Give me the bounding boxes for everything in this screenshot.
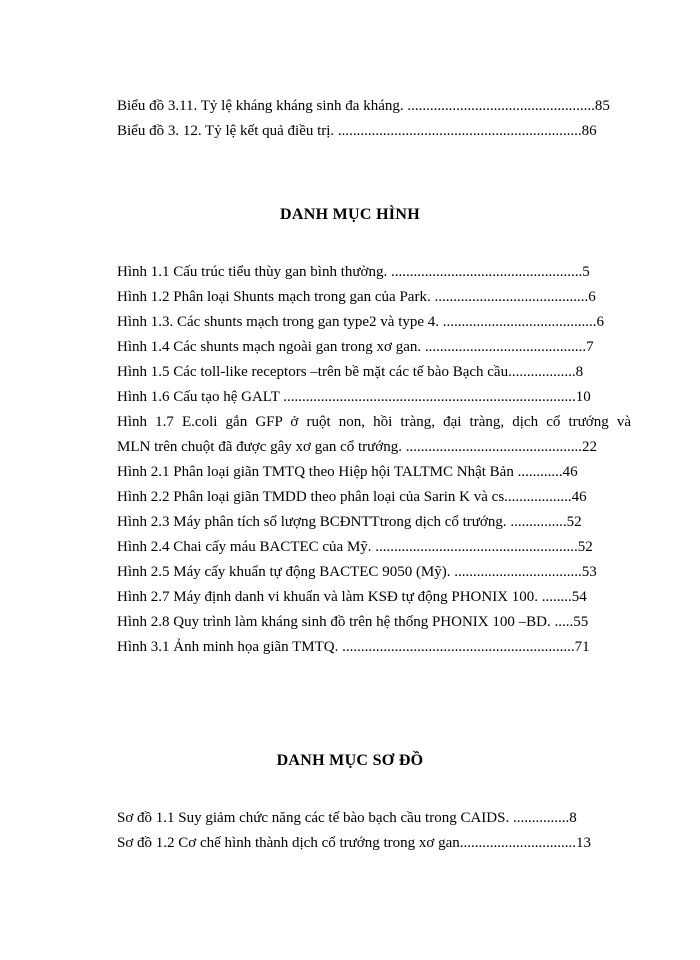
diagrams-list	[117, 806, 631, 856]
toc-entry-figure-2-4[interactable]: Hình 2.4 Chai cấy máu BACTEC của Mỹ. ......................................................52	[117, 539, 593, 555]
diagrams-heading: DANH MỤC SƠ ĐỒ	[276, 752, 424, 769]
toc-entry-figure-1-6[interactable]: Hình 1.6 Cấu tạo hệ GALT ..............................................................................10	[117, 389, 591, 405]
toc-entry-diagram-1-1[interactable]: Sơ đồ 1.1 Suy giảm chức năng các tế bào bạch cầu trong CAIDS. ...............8	[117, 810, 577, 826]
figures-heading: DANH MỤC HÌNH	[280, 206, 420, 223]
toc-entry-figure-2-1[interactable]: Hình 2.1 Phân loại giãn TMTQ theo Hiệp hội TALTMC Nhật Bản ............46	[117, 464, 578, 480]
toc-entry-figure-1-7[interactable]: Hình 1.7 E.coli gắn GFP ở ruột non, hồi tràng, đại tràng, dịch cổ trướng và	[117, 414, 631, 430]
toc-entry-figure-1-2[interactable]: Hình 1.2 Phân loại Shunts mạch trong gan của Park. .........................................6	[117, 289, 596, 305]
toc-entry-figure-2-8[interactable]: Hình 2.8 Quy trình làm kháng sinh đồ trên hệ thống PHONIX 100 –BD. .....55	[117, 614, 589, 630]
toc-entry-figure-2-5[interactable]: Hình 2.5 Máy cấy khuẩn tự động BACTEC 9050 (Mỹ). ..................................53	[117, 564, 597, 580]
toc-entry-chart-3-12[interactable]: Biểu đồ 3. 12. Tỷ lệ kết quả điều trị. .................................................................86	[117, 123, 597, 139]
toc-entry-chart-3-11[interactable]: Biểu đồ 3.11. Tỷ lệ kháng kháng sinh đa kháng. ..................................................85	[117, 98, 610, 114]
toc-entry-diagram-1-2[interactable]: Sơ đồ 1.2 Cơ chế hình thành dịch cổ trướng trong xơ gan...............................13	[117, 835, 591, 851]
toc-entry-figure-2-7[interactable]: Hình 2.7 Máy định danh vi khuẩn và làm KSĐ tự động PHONIX 100. ........54	[117, 589, 587, 605]
toc-entry-figure-2-3[interactable]: Hình 2.3 Máy phân tích số lượng BCĐNTTtrong dịch cổ trướng. ...............52	[117, 514, 582, 530]
charts-list	[117, 94, 631, 144]
toc-entry-figure-2-2[interactable]: Hình 2.2 Phân loại giãn TMDD theo phân loại của Sarin K và cs..................46	[117, 489, 587, 505]
toc-entry-figure-1-3[interactable]: Hình 1.3. Các shunts mạch trong gan type2 và type 4. .........................................6	[117, 314, 605, 330]
figures-list	[117, 260, 631, 660]
toc-entry-figure-1-1[interactable]: Hình 1.1 Cấu trúc tiểu thùy gan bình thường. ...................................................5	[117, 264, 590, 280]
toc-entry-figure-1-5[interactable]: Hình 1.5 Các toll-like receptors –trên bề mặt các tế bào Bạch cầu..................8	[117, 364, 584, 380]
toc-entry-figure-3-1[interactable]: Hình 3.1 Ảnh minh họa giãn TMTQ. ..............................................................71	[117, 639, 590, 655]
toc-entry-figure-1-4[interactable]: Hình 1.4 Các shunts mạch ngoài gan trong xơ gan. ...........................................7	[117, 339, 594, 355]
toc-entry-figure-1-7-continued[interactable]: MLN trên chuột đã được gây xơ gan cổ trướng. ...............................................22	[117, 439, 597, 455]
